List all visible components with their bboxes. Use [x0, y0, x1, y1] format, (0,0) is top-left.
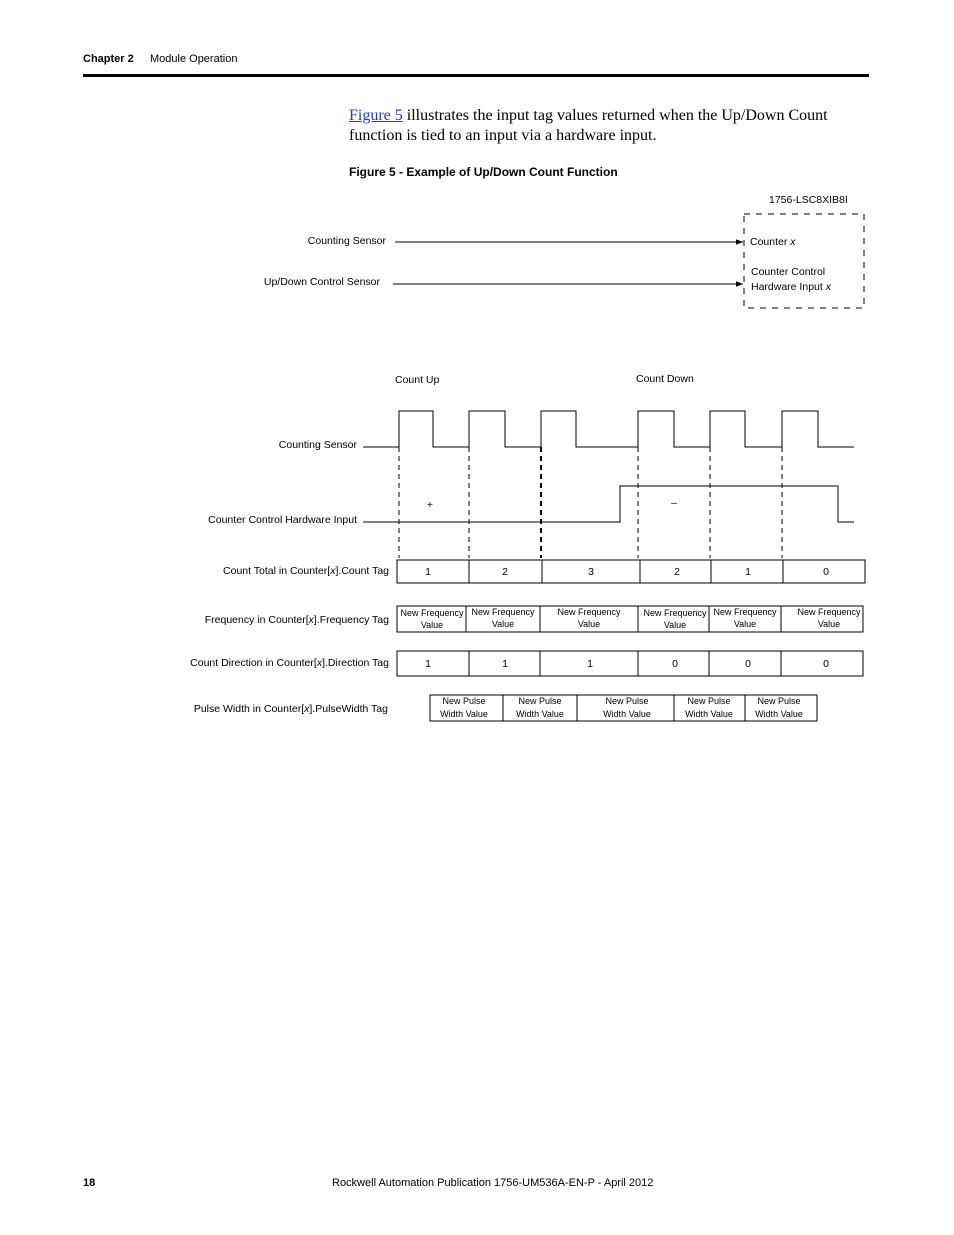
counter-input-label: Counter x: [750, 236, 796, 248]
publication-info: Rockwell Automation Publication 1756-UM536A-EN-P - April 2012: [332, 1177, 654, 1189]
chapter-label: Chapter 2: [83, 53, 134, 65]
frequency-value-line2: Value: [817, 619, 841, 629]
direction-row-label: Count Direction in Counter[x].Direction Tag: [190, 657, 389, 669]
direction-value: 1: [502, 658, 508, 670]
pulse-width-value-line2: Width Value: [685, 709, 733, 719]
frequency-value-line1: New Frequency: [400, 608, 464, 618]
figure-link[interactable]: Figure 5: [349, 107, 403, 124]
direction-value: 1: [425, 658, 431, 670]
frequency-value-line2: Value: [663, 620, 687, 630]
module-label: 1756-LSC8XIB8I: [769, 194, 848, 206]
counter-control-label-line1: Counter Control: [751, 266, 826, 278]
section-title: Module Operation: [150, 53, 238, 65]
pulse-width-row: [430, 695, 817, 721]
frequency-row-label: Frequency in Counter[x].Frequency Tag: [204, 614, 389, 626]
pulse-width-value-line1: New Pulse: [605, 696, 649, 706]
count-up-sign: +: [426, 499, 434, 511]
frequency-value-line1: New Frequency: [557, 607, 621, 617]
pulse-width-value-line2: Width Value: [516, 709, 564, 719]
counting-sensor-waveform: [363, 411, 854, 447]
hardware-input-waveform: [363, 486, 854, 522]
frequency-value-line2: Value: [491, 619, 515, 629]
count-value: 2: [502, 566, 508, 578]
pulse-width-value-line1: New Pulse: [687, 696, 731, 706]
pulse-width-value-line2: Width Value: [603, 709, 651, 719]
intro-text: illustrates the input tag values returned when the Up/Down Count function is tied to an input via a hardware input.: [349, 107, 828, 144]
frequency-value-line2: Value: [577, 619, 601, 629]
direction-cell: [397, 651, 469, 676]
direction-value: 0: [672, 658, 678, 670]
pulse-width-value-line1: New Pulse: [442, 696, 486, 706]
block-updown-sensor-label: Up/Down Control Sensor: [263, 276, 380, 288]
pulse-width-row-label: Pulse Width in Counter[x].PulseWidth Tag: [193, 703, 388, 715]
frequency-value-line2: Value: [420, 620, 444, 630]
counting-sensor-label: Counting Sensor: [278, 439, 357, 451]
hardware-input-label: Counter Control Hardware Input: [208, 514, 357, 526]
direction-value: 1: [587, 658, 593, 670]
frequency-row: [397, 606, 863, 632]
count-total-row: [397, 560, 865, 583]
page-number: 18: [83, 1177, 96, 1189]
frequency-value-line1: New Frequency: [713, 607, 777, 617]
count-up-label: Count Up: [395, 374, 440, 386]
count-row-label: Count Total in Counter[x].Count Tag: [223, 565, 389, 577]
module-box: [744, 214, 864, 308]
pulse-width-value-line2: Width Value: [440, 709, 488, 719]
count-down-sign: –: [671, 497, 677, 509]
count-value: 1: [745, 566, 751, 578]
direction-value: 0: [745, 658, 751, 670]
count-value: 2: [674, 566, 680, 578]
frequency-value-line1: New Frequency: [643, 608, 707, 618]
count-value: 3: [588, 566, 594, 578]
timing-guides: [399, 447, 782, 558]
frequency-value-line1: New Frequency: [797, 607, 861, 617]
direction-row: [397, 651, 863, 676]
direction-value: 0: [823, 658, 829, 670]
pulse-width-value-line1: New Pulse: [518, 696, 562, 706]
counter-control-label-line2: Hardware Input x: [751, 281, 831, 293]
block-counting-sensor-label: Counting Sensor: [307, 235, 386, 247]
direction-cell: [781, 651, 863, 676]
pulse-width-value-line2: Width Value: [755, 709, 803, 719]
count-down-label: Count Down: [636, 373, 694, 385]
figure-caption: Figure 5 - Example of Up/Down Count Function: [349, 165, 618, 179]
count-value: 1: [425, 566, 431, 578]
frequency-value-line2: Value: [733, 619, 757, 629]
count-cell: [397, 560, 469, 583]
frequency-value-line1: New Frequency: [471, 607, 535, 617]
pulse-width-value-line1: New Pulse: [757, 696, 801, 706]
count-value: 0: [823, 566, 829, 578]
